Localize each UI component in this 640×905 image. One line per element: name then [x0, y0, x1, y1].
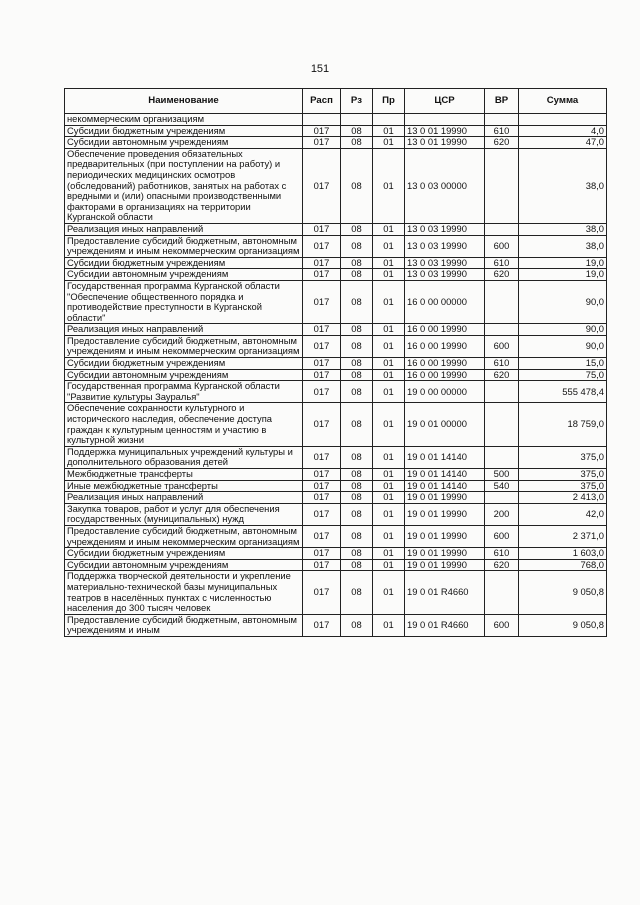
row-vr — [485, 280, 519, 323]
table-row — [65, 571, 607, 614]
row-pr: 01 — [373, 358, 405, 370]
row-vr — [485, 114, 519, 126]
table-row — [65, 469, 607, 481]
row-rz: 08 — [341, 571, 373, 614]
row-rasp: 017 — [303, 571, 341, 614]
table-row — [65, 223, 607, 235]
budget-table — [64, 88, 607, 637]
row-sum: 38,0 — [519, 235, 607, 257]
row-rasp: 017 — [303, 280, 341, 323]
row-vr — [485, 492, 519, 504]
row-vr — [485, 381, 519, 403]
row-rz: 08 — [341, 324, 373, 336]
row-vr: 600 — [485, 525, 519, 547]
row-csr: 16 0 00 19990 — [405, 324, 485, 336]
row-pr: 01 — [373, 469, 405, 481]
row-pr: 01 — [373, 492, 405, 504]
row-rz: 08 — [341, 548, 373, 560]
row-sum: 19,0 — [519, 269, 607, 281]
row-rasp: 017 — [303, 324, 341, 336]
table-row — [65, 358, 607, 370]
row-sum: 375,0 — [519, 469, 607, 481]
row-sum: 42,0 — [519, 503, 607, 525]
row-pr: 01 — [373, 571, 405, 614]
row-sum — [519, 114, 607, 126]
row-csr: 13 0 01 19990 — [405, 125, 485, 137]
row-vr: 600 — [485, 614, 519, 636]
row-csr: 13 0 03 19990 — [405, 257, 485, 269]
row-rasp: 017 — [303, 446, 341, 468]
row-sum: 19,0 — [519, 257, 607, 269]
row-pr: 01 — [373, 148, 405, 223]
row-vr — [485, 571, 519, 614]
row-pr: 01 — [373, 335, 405, 357]
row-rz: 08 — [341, 137, 373, 149]
row-csr: 19 0 01 19990 — [405, 559, 485, 571]
row-rz: 08 — [341, 280, 373, 323]
row-sum: 90,0 — [519, 335, 607, 357]
row-rasp: 017 — [303, 125, 341, 137]
table-row — [65, 257, 607, 269]
row-rz: 08 — [341, 503, 373, 525]
row-vr: 600 — [485, 335, 519, 357]
row-rasp: 017 — [303, 525, 341, 547]
row-rz: 08 — [341, 403, 373, 446]
row-name: Иные межбюджетные трансферты — [65, 480, 303, 492]
row-pr: 01 — [373, 614, 405, 636]
row-sum: 18 759,0 — [519, 403, 607, 446]
row-pr: 01 — [373, 137, 405, 149]
row-rasp: 017 — [303, 559, 341, 571]
table-row — [65, 114, 607, 126]
header-sum: Сумма — [519, 89, 607, 114]
row-name: Реализация иных направлений — [65, 223, 303, 235]
row-vr — [485, 446, 519, 468]
row-rasp: 017 — [303, 148, 341, 223]
row-rz: 08 — [341, 469, 373, 481]
row-csr: 13 0 03 19990 — [405, 223, 485, 235]
row-pr: 01 — [373, 525, 405, 547]
row-vr — [485, 324, 519, 336]
row-rasp: 017 — [303, 548, 341, 560]
row-sum: 38,0 — [519, 148, 607, 223]
row-name: Предоставление субсидий бюджетным, автономным учреждениям и иным некоммерческим организациям — [65, 525, 303, 547]
row-rasp: 017 — [303, 269, 341, 281]
row-rasp: 017 — [303, 403, 341, 446]
row-name: Предоставление субсидий бюджетным, автономным учреждениям и иным некоммерческим организациям — [65, 335, 303, 357]
row-pr: 01 — [373, 324, 405, 336]
row-rasp: 017 — [303, 235, 341, 257]
row-rz: 08 — [341, 446, 373, 468]
table-header-row — [65, 89, 607, 114]
row-name: Субсидии автономным учреждениям — [65, 369, 303, 381]
row-csr — [405, 114, 485, 126]
row-pr: 01 — [373, 125, 405, 137]
row-csr: 13 0 03 19990 — [405, 269, 485, 281]
row-pr: 01 — [373, 223, 405, 235]
row-rasp: 017 — [303, 257, 341, 269]
row-csr: 19 0 01 14140 — [405, 480, 485, 492]
row-name: Государственная программа Курганской области "Обеспечение общественного порядка и противодействие преступности в Курганской области" — [65, 280, 303, 323]
table-row — [65, 614, 607, 636]
row-csr: 19 0 01 R4660 — [405, 614, 485, 636]
row-rz: 08 — [341, 269, 373, 281]
table-row — [65, 446, 607, 468]
table-row — [65, 381, 607, 403]
row-name: Реализация иных направлений — [65, 492, 303, 504]
row-name: некоммерческим организациям — [65, 114, 303, 126]
row-name: Субсидии бюджетным учреждениям — [65, 358, 303, 370]
row-rz: 08 — [341, 525, 373, 547]
table-row — [65, 369, 607, 381]
row-name: Субсидии автономным учреждениям — [65, 137, 303, 149]
row-sum: 38,0 — [519, 223, 607, 235]
row-rasp — [303, 114, 341, 126]
row-name: Реализация иных направлений — [65, 324, 303, 336]
row-csr: 16 0 00 19990 — [405, 358, 485, 370]
table-row — [65, 148, 607, 223]
row-sum: 1 603,0 — [519, 548, 607, 560]
row-vr: 610 — [485, 548, 519, 560]
row-sum: 2 371,0 — [519, 525, 607, 547]
table-row — [65, 492, 607, 504]
table-row — [65, 280, 607, 323]
row-vr: 540 — [485, 480, 519, 492]
row-pr: 01 — [373, 280, 405, 323]
row-vr: 200 — [485, 503, 519, 525]
row-pr — [373, 114, 405, 126]
table-row — [65, 525, 607, 547]
row-rz: 08 — [341, 492, 373, 504]
row-vr — [485, 403, 519, 446]
row-rasp: 017 — [303, 503, 341, 525]
row-name: Субсидии бюджетным учреждениям — [65, 257, 303, 269]
row-name: Закупка товаров, работ и услуг для обеспечения государственных (муниципальных) нужд — [65, 503, 303, 525]
row-rz: 08 — [341, 335, 373, 357]
row-rasp: 017 — [303, 369, 341, 381]
row-name: Обеспечение проведения обязательных предварительных (при поступлении на работу) и периодических медицинских осмотров (обследований) работников, занятых на работах с вредными и (или) опасными производственными факторами в организациях на территории Курганской области — [65, 148, 303, 223]
row-vr: 620 — [485, 269, 519, 281]
row-sum: 90,0 — [519, 280, 607, 323]
table-row — [65, 235, 607, 257]
row-sum: 555 478,4 — [519, 381, 607, 403]
row-pr: 01 — [373, 480, 405, 492]
table-row — [65, 403, 607, 446]
table-row — [65, 480, 607, 492]
header-rz: Рз — [341, 89, 373, 114]
row-rz: 08 — [341, 480, 373, 492]
row-csr: 19 0 01 19990 — [405, 525, 485, 547]
row-rz: 08 — [341, 223, 373, 235]
table-row — [65, 548, 607, 560]
row-rasp: 017 — [303, 335, 341, 357]
row-rz: 08 — [341, 614, 373, 636]
row-rz: 08 — [341, 369, 373, 381]
table-row — [65, 324, 607, 336]
row-name: Предоставление субсидий бюджетным, автономным учреждениям и иным — [65, 614, 303, 636]
row-sum: 9 050,8 — [519, 571, 607, 614]
row-pr: 01 — [373, 503, 405, 525]
row-sum: 768,0 — [519, 559, 607, 571]
row-vr: 600 — [485, 235, 519, 257]
row-rasp: 017 — [303, 614, 341, 636]
row-sum: 9 050,8 — [519, 614, 607, 636]
table-row — [65, 137, 607, 149]
row-pr: 01 — [373, 559, 405, 571]
row-sum: 15,0 — [519, 358, 607, 370]
row-csr: 16 0 00 00000 — [405, 280, 485, 323]
row-csr: 13 0 03 00000 — [405, 148, 485, 223]
table-row — [65, 559, 607, 571]
table-row — [65, 269, 607, 281]
row-name: Межбюджетные трансферты — [65, 469, 303, 481]
row-csr: 19 0 01 19990 — [405, 548, 485, 560]
row-csr: 13 0 01 19990 — [405, 137, 485, 149]
row-name: Субсидии автономным учреждениям — [65, 559, 303, 571]
header-pr: Пр — [373, 89, 405, 114]
row-rasp: 017 — [303, 469, 341, 481]
row-rz: 08 — [341, 235, 373, 257]
row-rasp: 017 — [303, 492, 341, 504]
row-csr: 13 0 03 19990 — [405, 235, 485, 257]
row-vr: 620 — [485, 369, 519, 381]
row-name: Субсидии бюджетным учреждениям — [65, 125, 303, 137]
row-csr: 19 0 01 19990 — [405, 503, 485, 525]
row-csr: 19 0 01 19990 — [405, 492, 485, 504]
row-sum: 375,0 — [519, 480, 607, 492]
row-rasp: 017 — [303, 358, 341, 370]
row-csr: 19 0 00 00000 — [405, 381, 485, 403]
row-sum: 4,0 — [519, 125, 607, 137]
row-vr: 500 — [485, 469, 519, 481]
row-rz: 08 — [341, 358, 373, 370]
page-number: 151 — [310, 63, 330, 75]
row-vr: 620 — [485, 137, 519, 149]
row-vr — [485, 148, 519, 223]
header-csr: ЦСР — [405, 89, 485, 114]
row-rasp: 017 — [303, 381, 341, 403]
row-csr: 19 0 01 14140 — [405, 469, 485, 481]
row-pr: 01 — [373, 548, 405, 560]
row-name: Государственная программа Курганской области "Развитие культуры Зауралья" — [65, 381, 303, 403]
row-pr: 01 — [373, 403, 405, 446]
row-vr: 620 — [485, 559, 519, 571]
row-pr: 01 — [373, 257, 405, 269]
table-row — [65, 503, 607, 525]
row-sum: 75,0 — [519, 369, 607, 381]
row-name: Обеспечение сохранности культурного и исторического наследия, обеспечение доступа граждан к культурным ценностям и участию в культурной жизни — [65, 403, 303, 446]
row-name: Поддержка творческой деятельности и укрепление материально-технической базы муниципальных театров в населённых пунктах с численностью населения до 300 тысяч человек — [65, 571, 303, 614]
row-csr: 19 0 01 R4660 — [405, 571, 485, 614]
header-rasp: Расп — [303, 89, 341, 114]
row-vr: 610 — [485, 257, 519, 269]
row-rz: 08 — [341, 125, 373, 137]
row-vr — [485, 223, 519, 235]
table-row — [65, 125, 607, 137]
row-rasp: 017 — [303, 223, 341, 235]
table-row — [65, 335, 607, 357]
row-rz: 08 — [341, 381, 373, 403]
row-vr: 610 — [485, 358, 519, 370]
header-name: Наименование — [65, 89, 303, 114]
row-sum: 2 413,0 — [519, 492, 607, 504]
row-csr: 19 0 01 14140 — [405, 446, 485, 468]
header-vr: ВР — [485, 89, 519, 114]
row-vr: 610 — [485, 125, 519, 137]
row-sum: 47,0 — [519, 137, 607, 149]
row-name: Субсидии бюджетным учреждениям — [65, 548, 303, 560]
row-csr: 16 0 00 19990 — [405, 335, 485, 357]
row-pr: 01 — [373, 369, 405, 381]
row-name: Субсидии автономным учреждениям — [65, 269, 303, 281]
row-rz: 08 — [341, 559, 373, 571]
row-pr: 01 — [373, 269, 405, 281]
row-sum: 90,0 — [519, 324, 607, 336]
row-rz: 08 — [341, 257, 373, 269]
row-pr: 01 — [373, 235, 405, 257]
row-rz — [341, 114, 373, 126]
row-csr: 16 0 00 19990 — [405, 369, 485, 381]
row-rz: 08 — [341, 148, 373, 223]
row-rasp: 017 — [303, 480, 341, 492]
row-sum: 375,0 — [519, 446, 607, 468]
row-pr: 01 — [373, 381, 405, 403]
row-name: Предоставление субсидий бюджетным, автономным учреждениям и иным некоммерческим организациям — [65, 235, 303, 257]
row-csr: 19 0 01 00000 — [405, 403, 485, 446]
row-pr: 01 — [373, 446, 405, 468]
row-rasp: 017 — [303, 137, 341, 149]
row-name: Поддержка муниципальных учреждений культуры и дополнительного образования детей — [65, 446, 303, 468]
